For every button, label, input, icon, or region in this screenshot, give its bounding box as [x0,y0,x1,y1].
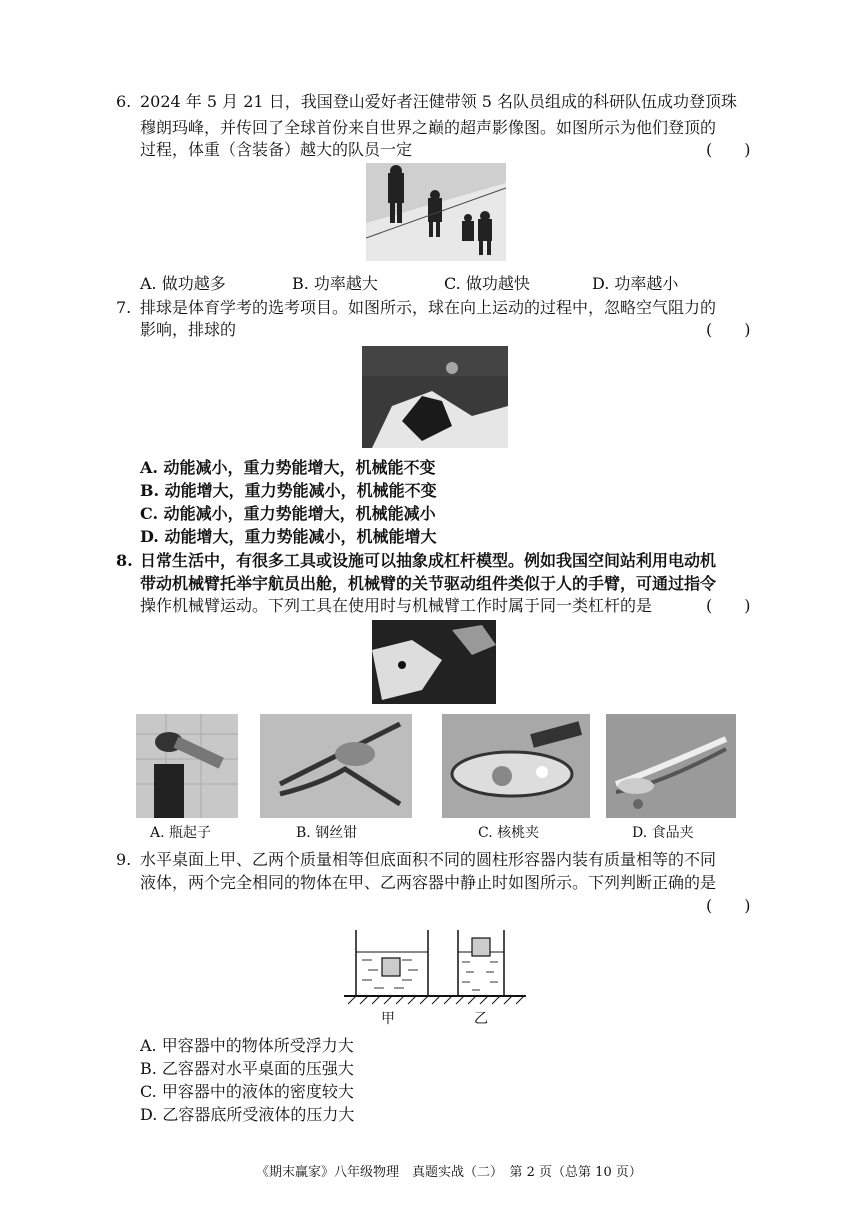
page-footer: 《期末赢家》八年级物理 真题实战（二） 第 2 页（总第 10 页） [256,1165,642,1180]
q7-number: 7. [116,298,132,317]
q8-nutcracker-photo [442,714,590,818]
q9-label-yi: 乙 [474,1011,488,1027]
q8-line-2: 带动机械臂托举宇航员出舱，机械臂的关节驱动组件类似于人的手臂，可通过指令 [140,574,717,593]
q6-line-2: 穆朗玛峰，并传回了全球首份来自世界之巅的超声影像图。如图所示为他们登顶的 [140,118,717,137]
q9-containers-diagram [344,926,526,1008]
q6-option-c: C. 做功越快 [444,274,530,293]
q9-option-d: D. 乙容器底所受液体的压力大 [140,1105,355,1124]
q8-pliers-photo [260,714,412,818]
q6-line-1: 2024 年 5 月 21 日，我国登山爱好者汪健带领 5 名队员组成的科研队伍成功登顶珠 [140,92,738,111]
q7-option-a: A. 动能减小，重力势能增大，机械能不变 [140,458,436,477]
q8-caption-d: D. 食品夹 [632,825,694,841]
q9-option-b: B. 乙容器对水平桌面的压强大 [140,1059,354,1078]
q8-food-tongs-photo [606,714,736,818]
q9-line-2: 液体，两个完全相同的物体在甲、乙两容器中静止时如图所示。下列判断正确的是 [140,873,717,892]
q6-climbers-photo [366,163,506,261]
q6-option-a: A. 做功越多 [140,274,226,293]
q9-option-c: C. 甲容器中的液体的密度较大 [140,1082,354,1101]
container-jia [356,930,428,996]
q7-line-2: 影响，排球的 [140,320,237,339]
q8-caption-a: A. 瓶起子 [150,825,212,841]
q7-option-b: B. 动能增大，重力势能减小，机械能不变 [140,481,437,500]
q7-volleyball-photo [362,346,508,448]
q9-option-a: A. 甲容器中的物体所受浮力大 [140,1036,354,1055]
q8-number: 8. [116,551,133,570]
container-yi [458,930,504,996]
q8-caption-c: C. 核桃夹 [478,825,540,841]
q6-answer-paren: ( ) [706,140,751,159]
q6-option-d: D. 功率越小 [592,274,679,293]
q8-answer-paren: ( ) [706,596,751,615]
q6-option-b: B. 功率越大 [292,274,378,293]
q9-label-jia: 甲 [381,1011,395,1027]
q9-answer-paren: ( ) [706,896,751,915]
q6-number: 6. [116,92,132,111]
q9-line-1: 水平桌面上甲、乙两个质量相等但底面积不同的圆柱形容器内装有质量相等的不同 [140,850,717,869]
q8-caption-b: B. 钢丝钳 [296,825,358,841]
q7-answer-paren: ( ) [706,320,751,339]
q9-number: 9. [116,850,132,869]
q8-bottle-opener-photo [136,714,238,818]
q7-option-d: D. 动能增大，重力势能减小，机械能增大 [140,527,437,546]
q7-line-1: 排球是体育学考的选考项目。如图所示，球在向上运动的过程中，忽略空气阻力的 [140,298,717,317]
q8-line-1: 日常生活中，有很多工具或设施可以抽象成杠杆模型。例如我国空间站利用电动机 [140,551,717,570]
q7-option-c: C. 动能减小，重力势能增大，机械能减小 [140,504,436,523]
q8-robotic-arm-photo [372,620,496,704]
q6-line-3: 过程，体重（含装备）越大的队员一定 [140,140,413,159]
q8-line-3: 操作机械臂运动。下列工具在使用时与机械臂工作时属于同一类杠杆的是 [140,596,653,615]
